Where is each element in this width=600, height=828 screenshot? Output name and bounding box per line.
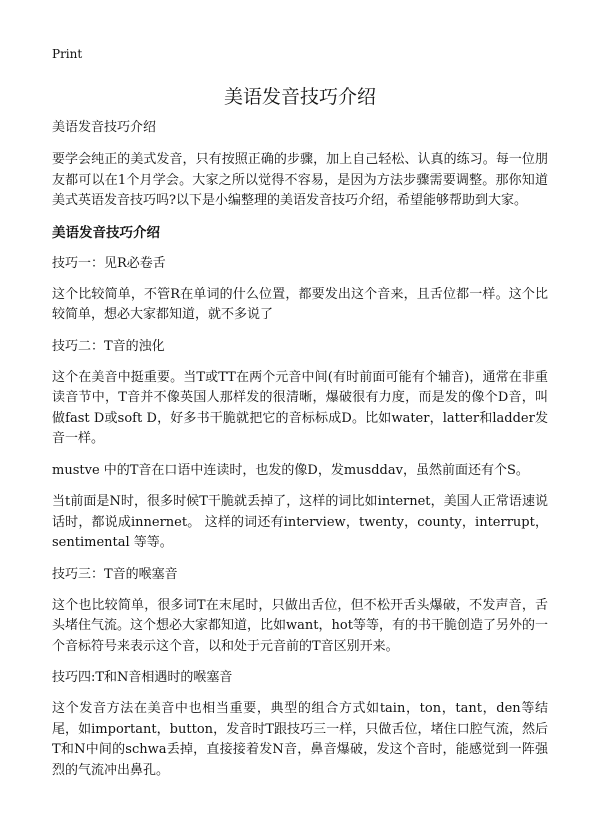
tip-3-heading: 技巧三：T音的喉塞音: [52, 566, 178, 582]
tip-4-paragraph: 这个发音方法在美音中也相当重要，典型的组合方式如tain，ton，tant，den等结尾，如important，button，发音时T跟技巧三一样，只做舌位，堵住口腔气流，然后T和N中间的schwa丢掉，直接接着发N音，鼻音爆破，发这个音时，能感觉到一阵强烈的气流冲出鼻孔。: [52, 701, 548, 778]
tip-3-paragraph: 这个也比较简单，很多词T在末尾时，只做出舌位，但不松开舌头爆破，不发声音，舌头堵住气流。这个想必大家都知道，比如want，hot等等，有的书干脆创造了另外的一个音标符号来表示这个音，以和处于元音前的T音区别开来。: [52, 597, 548, 654]
tip-2-heading: 技巧二：T音的浊化: [52, 338, 165, 354]
article-subtitle: 美语发音技巧介绍: [52, 120, 157, 135]
tip-4-heading: 技巧四:T和N音相遇时的喉塞音: [52, 670, 233, 685]
section-heading: 美语发音技巧介绍: [52, 224, 160, 241]
intro-paragraph: 要学会纯正的美式发音，只有按照正确的步骤，加上自己轻松、认真的练习。每一位朋友都可以在1个月学会。大家之所以觉得不容易，是因为方法步骤需要调整。那你知道美式英语发音技巧吗?以下是小编整理的美语发音技巧介绍，希望能够帮助到大家。: [52, 152, 548, 208]
tip-2-paragraph-1: 这个在美音中挺重要。当T或TT在两个元音中间(有时前面可能有个辅音)，通常在非重读音节中，T音并不像英国人那样发的很清晰，爆破很有力度，而是发的像个D音，叫做fast D或soft D，好多书干脆就把它的音标标成D。比如water，latter和ladder发音一样。: [52, 369, 548, 446]
tip-2-paragraph-2: mustve 中的T音在口语中连读时，也发的像D，发musddav，虽然前面还有个S。: [52, 462, 529, 478]
tip-2-paragraph-3: 当t前面是N时，很多时候T干脆就丢掉了，这样的词比如internet，美国人正常语速说话时，都说成innernet。 这样的词还有interview，twenty，county，interrupt，sentimental 等等。: [52, 494, 548, 550]
article-body: [52, 118, 548, 792]
tip-1-paragraph: 这个比较简单，不管R在单词的什么位置，都要发出这个音来，且舌位都一样。这个比较简单，想必大家都知道，就不多说了: [52, 286, 548, 322]
page-title: 美语发音技巧介绍: [223, 86, 376, 108]
print-link[interactable]: Print: [52, 47, 83, 61]
tip-1-heading: 技巧一：见R必卷舌: [52, 255, 166, 271]
